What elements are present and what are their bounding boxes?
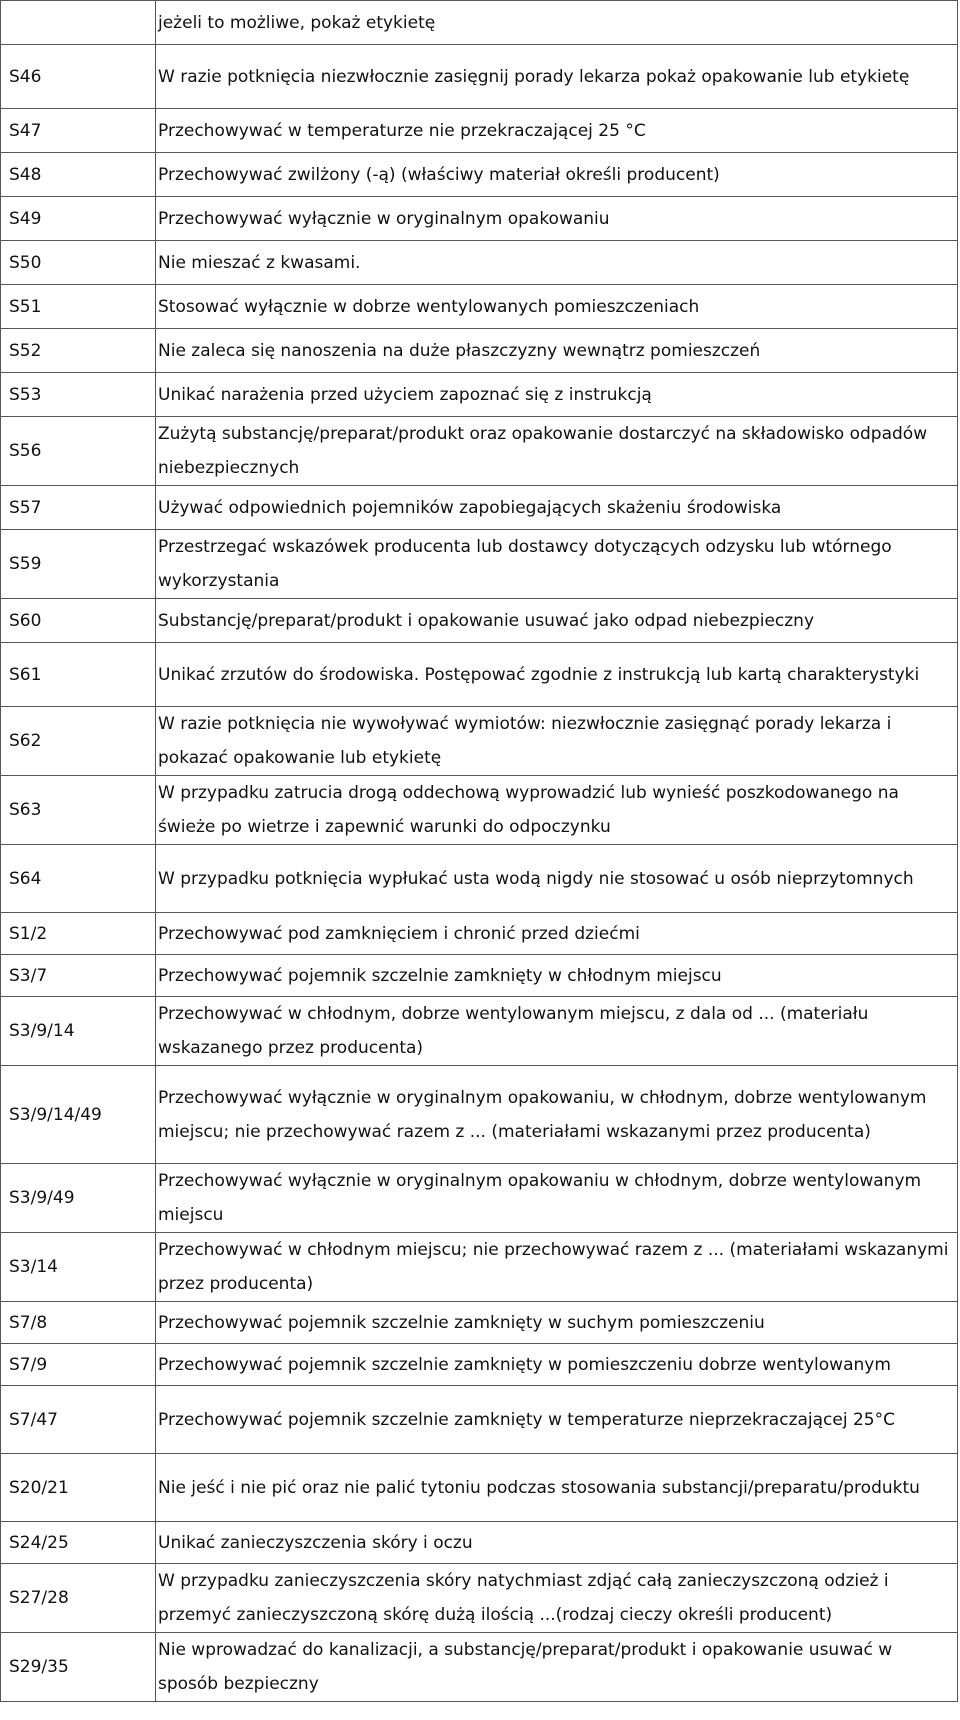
phrase-text-cell: Substancję/preparat/produkt i opakowanie usuwać jako odpad niebezpieczny xyxy=(156,599,958,643)
phrase-text-cell: Unikać narażenia przed użyciem zapoznać się z instrukcją xyxy=(156,373,958,417)
table-row xyxy=(1,1564,958,1633)
phrase-text-cell: W razie potknięcia nie wywoływać wymiotów: niezwłocznie zasięgnąć porady lekarza i pokazać opakowanie lub etykietę xyxy=(156,707,958,776)
phrase-code-cell: S62 xyxy=(1,707,156,776)
table-row xyxy=(1,1454,958,1522)
table-row xyxy=(1,197,958,241)
phrase-text-cell: Unikać zanieczyszczenia skóry i oczu xyxy=(156,1522,958,1564)
table-row xyxy=(1,1522,958,1564)
table-row xyxy=(1,285,958,329)
table-row xyxy=(1,643,958,707)
phrase-text-cell: Przechowywać pojemnik szczelnie zamknięty w suchym pomieszczeniu xyxy=(156,1302,958,1344)
phrase-code-cell: S51 xyxy=(1,285,156,329)
table-row xyxy=(1,329,958,373)
table-row xyxy=(1,241,958,285)
table-row xyxy=(1,1344,958,1386)
table-row xyxy=(1,1164,958,1233)
table-row xyxy=(1,1,958,45)
phrase-code-cell: S3/9/14 xyxy=(1,997,156,1066)
phrase-code-cell: S53 xyxy=(1,373,156,417)
phrase-text-cell: Stosować wyłącznie w dobrze wentylowanych pomieszczeniach xyxy=(156,285,958,329)
table-row xyxy=(1,1633,958,1702)
table-row xyxy=(1,153,958,197)
phrase-code-cell: S48 xyxy=(1,153,156,197)
table-row xyxy=(1,599,958,643)
phrase-text-cell: Nie zaleca się nanoszenia na duże płaszczyzny wewnątrz pomieszczeń xyxy=(156,329,958,373)
phrase-code-cell: S61 xyxy=(1,643,156,707)
table-row xyxy=(1,913,958,955)
phrase-text-cell: Przechowywać wyłącznie w oryginalnym opakowaniu w chłodnym, dobrze wentylowanym miejscu xyxy=(156,1164,958,1233)
phrase-code-cell: S64 xyxy=(1,845,156,913)
table-body xyxy=(1,1,958,1702)
phrase-code-cell: S60 xyxy=(1,599,156,643)
phrase-text-cell: Przechowywać w temperaturze nie przekraczającej 25 °C xyxy=(156,109,958,153)
phrase-code-cell: S3/9/14/49 xyxy=(1,1066,156,1164)
phrase-code-cell: S3/7 xyxy=(1,955,156,997)
table-row xyxy=(1,707,958,776)
table-row xyxy=(1,1066,958,1164)
phrase-code-cell: S3/14 xyxy=(1,1233,156,1302)
table-row xyxy=(1,776,958,845)
phrase-code-cell: S46 xyxy=(1,45,156,109)
phrase-code-cell: S7/8 xyxy=(1,1302,156,1344)
phrase-text-cell: Unikać zrzutów do środowiska. Postępować zgodnie z instrukcją lub kartą charakterystyki xyxy=(156,643,958,707)
phrase-code-cell: S1/2 xyxy=(1,913,156,955)
phrase-text-cell: W razie potknięcia niezwłocznie zasięgnij porady lekarza pokaż opakowanie lub etykietę xyxy=(156,45,958,109)
phrase-text-cell: Przechowywać w chłodnym, dobrze wentylowanym miejscu, z dala od ... (materiału wskazanego przez producenta) xyxy=(156,997,958,1066)
phrase-code-cell: S63 xyxy=(1,776,156,845)
phrase-text-cell: Używać odpowiednich pojemników zapobiegających skażeniu środowiska xyxy=(156,486,958,530)
table-row xyxy=(1,109,958,153)
phrase-text-cell: Przechowywać wyłącznie w oryginalnym opakowaniu xyxy=(156,197,958,241)
phrase-code-cell: S57 xyxy=(1,486,156,530)
phrase-code-cell: S7/9 xyxy=(1,1344,156,1386)
phrase-code-cell xyxy=(1,1,156,45)
phrase-text-cell: Przechowywać pojemnik szczelnie zamknięty w chłodnym miejscu xyxy=(156,955,958,997)
phrase-code-cell: S7/47 xyxy=(1,1386,156,1454)
phrase-text-cell: Nie wprowadzać do kanalizacji, a substancję/preparat/produkt i opakowanie usuwać w sposób bezpieczny xyxy=(156,1633,958,1702)
table-row xyxy=(1,955,958,997)
phrase-text-cell: Przechowywać w chłodnym miejscu; nie przechowywać razem z ... (materiałami wskazanymi przez producenta) xyxy=(156,1233,958,1302)
phrase-text-cell: Przechowywać zwilżony (-ą) (właściwy materiał określi producent) xyxy=(156,153,958,197)
table-row xyxy=(1,486,958,530)
phrase-text-cell: W przypadku zanieczyszczenia skóry natychmiast zdjąć całą zanieczyszczoną odzież i przemyć zanieczyszczoną skórę dużą ilością ...(rodzaj cieczy określi producent) xyxy=(156,1564,958,1633)
phrase-code-cell: S3/9/49 xyxy=(1,1164,156,1233)
phrase-code-cell: S24/25 xyxy=(1,1522,156,1564)
phrase-code-cell: S52 xyxy=(1,329,156,373)
phrase-text-cell: Przechowywać pojemnik szczelnie zamknięty w temperaturze nieprzekraczającej 25°C xyxy=(156,1386,958,1454)
phrase-code-cell: S29/35 xyxy=(1,1633,156,1702)
table-row xyxy=(1,1386,958,1454)
phrase-text-cell: Przechowywać pojemnik szczelnie zamknięty w pomieszczeniu dobrze wentylowanym xyxy=(156,1344,958,1386)
table-row xyxy=(1,845,958,913)
table-row xyxy=(1,997,958,1066)
phrase-text-cell: Zużytą substancję/preparat/produkt oraz opakowanie dostarczyć na składowisko odpadów niebezpiecznych xyxy=(156,417,958,486)
table-row xyxy=(1,1302,958,1344)
phrase-code-cell: S59 xyxy=(1,530,156,599)
table-row xyxy=(1,1233,958,1302)
table-row xyxy=(1,530,958,599)
phrase-code-cell: S56 xyxy=(1,417,156,486)
phrase-code-cell: S50 xyxy=(1,241,156,285)
phrase-text-cell: Przechowywać wyłącznie w oryginalnym opakowaniu, w chłodnym, dobrze wentylowanym miejscu; nie przechowywać razem z ... (materiałami wskazanymi przez producenta) xyxy=(156,1066,958,1164)
phrase-code-cell: S20/21 xyxy=(1,1454,156,1522)
phrase-text-cell: Nie mieszać z kwasami. xyxy=(156,241,958,285)
phrase-text-cell: W przypadku potknięcia wypłukać usta wodą nigdy nie stosować u osób nieprzytomnych xyxy=(156,845,958,913)
phrase-text-cell: Przestrzegać wskazówek producenta lub dostawcy dotyczących odzysku lub wtórnego wykorzystania xyxy=(156,530,958,599)
table-row xyxy=(1,417,958,486)
phrase-text-cell: Przechowywać pod zamknięciem i chronić przed dziećmi xyxy=(156,913,958,955)
phrase-code-cell: S27/28 xyxy=(1,1564,156,1633)
table-row xyxy=(1,45,958,109)
table-row xyxy=(1,373,958,417)
phrase-text-cell: W przypadku zatrucia drogą oddechową wyprowadzić lub wynieść poszkodowanego na świeże po wietrze i zapewnić warunki do odpoczynku xyxy=(156,776,958,845)
phrase-text-cell: jeżeli to możliwe, pokaż etykietę xyxy=(156,1,958,45)
phrase-code-cell: S49 xyxy=(1,197,156,241)
phrase-text-cell: Nie jeść i nie pić oraz nie palić tytoniu podczas stosowania substancji/preparatu/produktu xyxy=(156,1454,958,1522)
phrase-code-cell: S47 xyxy=(1,109,156,153)
